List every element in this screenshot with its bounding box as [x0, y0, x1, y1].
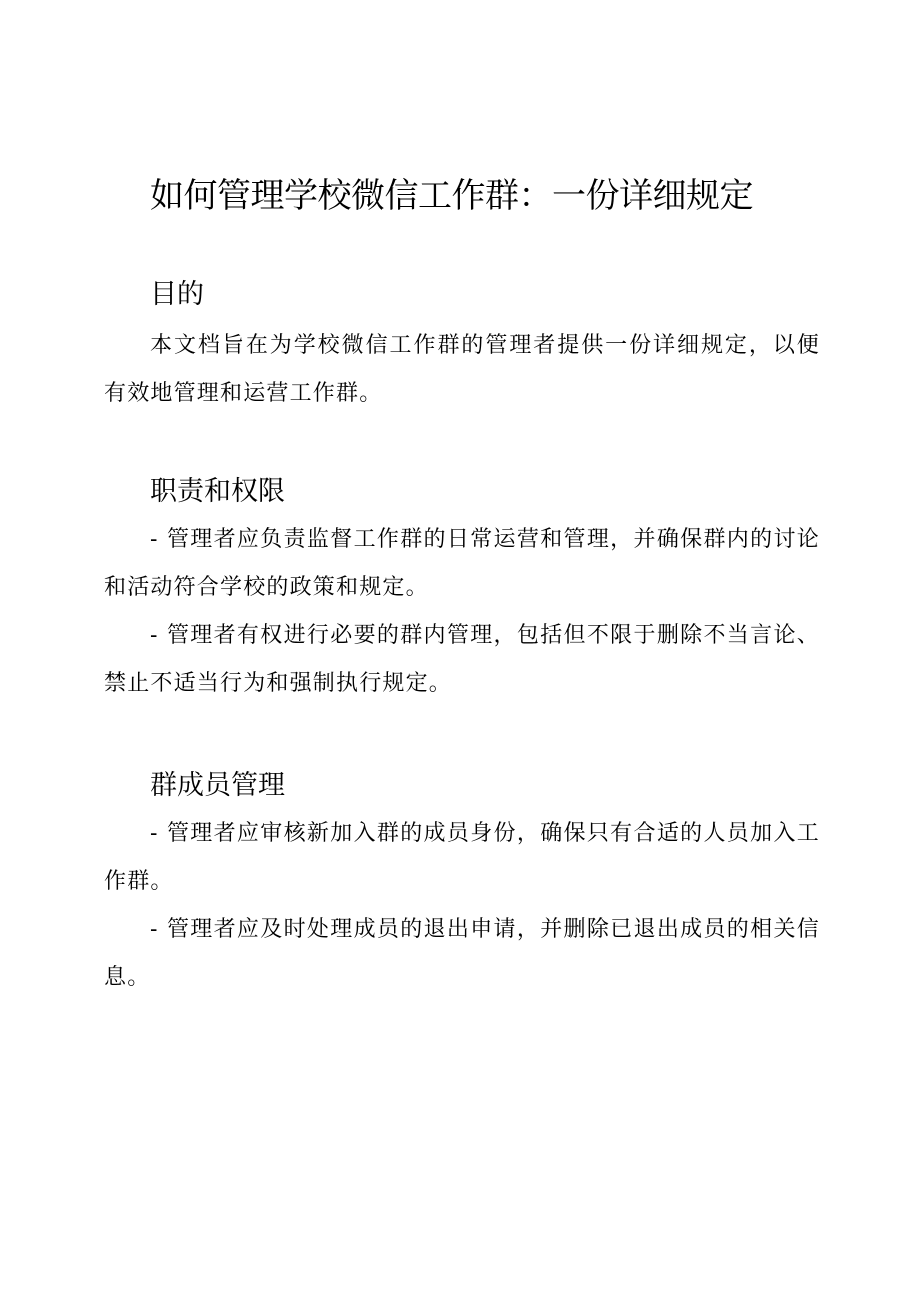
- section-heading-purpose: 目的: [150, 279, 204, 310]
- member-management-paragraph-1: - 管理者应审核新加入群的成员身份，确保只有合适的人员加入工作群。: [104, 821, 820, 894]
- responsibility-paragraph-2: - 管理者有权进行必要的群内管理，包括但不限于删除不当言论、禁止不适当行为和强制执行规定。: [104, 623, 820, 696]
- document-title: 如何管理学校微信工作群：一份详细规定: [150, 176, 753, 216]
- section-heading-responsibilities: 职责和权限: [150, 476, 285, 507]
- section-heading-member-management: 群成员管理: [150, 770, 285, 801]
- purpose-paragraph: 本文档旨在为学校微信工作群的管理者提供一份详细规定，以便有效地管理和运营工作群。: [104, 333, 820, 406]
- responsibility-paragraph-1: - 管理者应负责监督工作群的日常运营和管理，并确保群内的讨论和活动符合学校的政策和规定。: [104, 527, 820, 600]
- member-management-paragraph-2: - 管理者应及时处理成员的退出申请，并删除已退出成员的相关信息。: [104, 917, 820, 990]
